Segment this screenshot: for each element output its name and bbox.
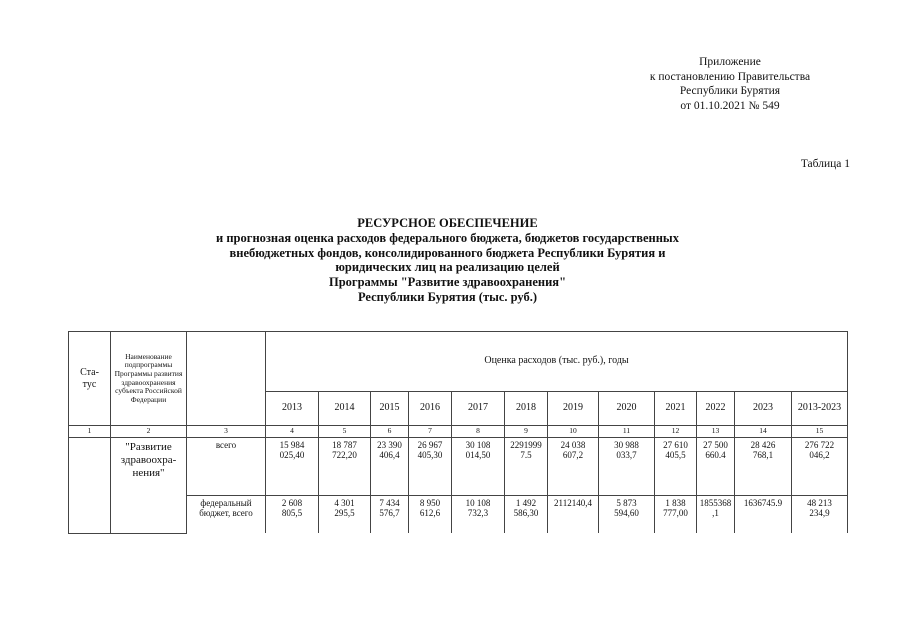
header-year: 2015 — [371, 392, 409, 426]
appendix-line: Республики Бурятия — [679, 85, 781, 97]
title-line: и прогнозная оценка расходов федерального бюджета, бюджетов государственных — [216, 230, 679, 245]
title-line: внебюджетных фондов, консолидированного бюджета Республики Бурятия и — [229, 245, 666, 260]
col-number: 1 — [69, 426, 111, 438]
table-cell: 23 390 406,4 — [371, 437, 409, 495]
table-cell: 4 301 295,5 — [319, 495, 371, 533]
header-status: Ста- тус — [69, 332, 111, 426]
table-cell: 10 108 732,3 — [452, 495, 505, 533]
resource-table — [68, 331, 848, 534]
col-number: 2 — [111, 426, 187, 438]
table-cell: 5 873 594,60 — [599, 495, 655, 533]
col-number: 4 — [266, 426, 319, 438]
title-line: Программы "Развитие здравоохранения" — [328, 275, 567, 290]
row-label: федеральный бюджет, всего — [187, 495, 266, 533]
header-blank — [187, 332, 266, 426]
row-label: всего — [187, 437, 266, 495]
table-cell: 26 967 405,30 — [409, 437, 452, 495]
header-year: 2014 — [319, 392, 371, 426]
col-number: 8 — [452, 426, 505, 438]
appendix-line: от 01.10.2021 № 549 — [680, 99, 780, 112]
table-cell: 18 787 722,20 — [319, 437, 371, 495]
table-cell: 24 038 607,2 — [548, 437, 599, 495]
col-number: 7 — [409, 426, 452, 438]
header-subprogram-name: Наименование подпрограммы Программы развития здравоохранения субъекта Российской Федерации — [111, 332, 187, 426]
col-number: 12 — [655, 426, 697, 438]
table-cell: 1 838 777,00 — [655, 495, 697, 533]
appendix-line: Приложение — [699, 56, 761, 68]
appendix-header — [610, 55, 850, 113]
title-line: юридических лиц на реализацию целей — [335, 260, 560, 275]
header-year: 2013 — [266, 392, 319, 426]
table-cell: 28 426 768,1 — [735, 437, 792, 495]
document-title — [150, 216, 745, 305]
header-estimate: Оценка расходов (тыс. руб.), годы — [266, 332, 848, 392]
title-line: РЕСУРСНОЕ ОБЕСПЕЧЕНИЕ — [357, 216, 538, 230]
table-cell: 2291999 7.5 — [505, 437, 548, 495]
col-number: 9 — [505, 426, 548, 438]
title-line: Республики Бурятия (тыс. руб.) — [357, 289, 538, 304]
col-number: 6 — [371, 426, 409, 438]
table-cell: 15 984 025,40 — [266, 437, 319, 495]
appendix-line: к постановлению Правительства — [649, 70, 811, 83]
table-cell: 2 608 805,5 — [266, 495, 319, 533]
status-cell — [69, 437, 111, 533]
header-year: 2021 — [655, 392, 697, 426]
header-year: 2018 — [505, 392, 548, 426]
table-cell: 7 434 576,7 — [371, 495, 409, 533]
table-cell: 276 722 046,2 — [792, 437, 848, 495]
header-year: 2016 — [409, 392, 452, 426]
header-year: 2020 — [599, 392, 655, 426]
table-cell: 48 213 234,9 — [792, 495, 848, 533]
table-cell: 1 492 586,30 — [505, 495, 548, 533]
header-year: 2022 — [697, 392, 735, 426]
col-number: 10 — [548, 426, 599, 438]
table-cell: 2112140,4 — [548, 495, 599, 533]
col-number: 14 — [735, 426, 792, 438]
header-year: 2023 — [735, 392, 792, 426]
table-cell: 1636745.9 — [735, 495, 792, 533]
table-cell: 27 610 405,5 — [655, 437, 697, 495]
program-name: "Развитие здравоохра- нения" — [111, 437, 187, 533]
col-number: 15 — [792, 426, 848, 438]
table-cell: 30 988 033,7 — [599, 437, 655, 495]
col-number: 11 — [599, 426, 655, 438]
table-cell: 30 108 014,50 — [452, 437, 505, 495]
col-number: 3 — [187, 426, 266, 438]
col-number: 13 — [697, 426, 735, 438]
table-label: Таблица 1 — [800, 158, 850, 170]
table-cell: 27 500 660.4 — [697, 437, 735, 495]
header-year: 2017 — [452, 392, 505, 426]
table-cell: 8 950 612,6 — [409, 495, 452, 533]
header-year: 2013-2023 — [792, 392, 848, 426]
table-cell: 1855368 ,1 — [697, 495, 735, 533]
col-number: 5 — [319, 426, 371, 438]
header-year: 2019 — [548, 392, 599, 426]
